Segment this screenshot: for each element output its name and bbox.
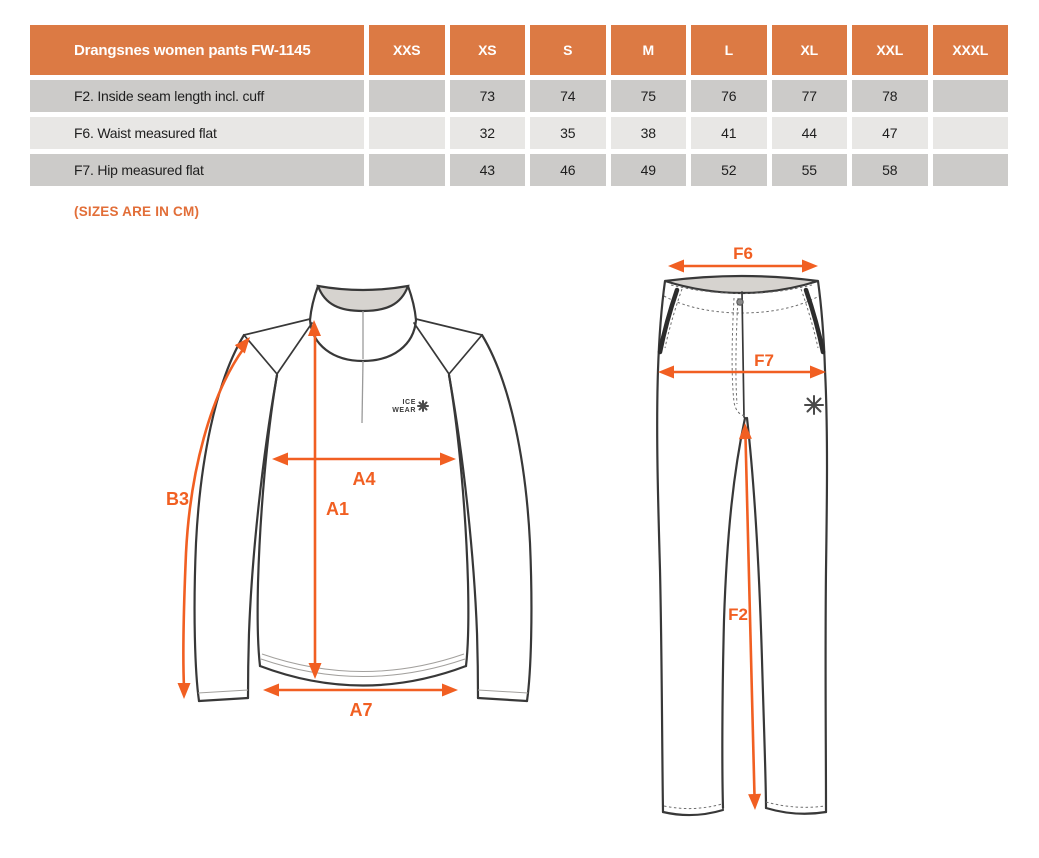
- f6-label: F6: [733, 244, 753, 263]
- f2-label: F2: [728, 605, 748, 624]
- right-sleeve-outer: [482, 335, 531, 701]
- size-value-cell: [933, 154, 1009, 186]
- pants-left-outer-edge: [657, 281, 665, 812]
- units-note: (SIZES ARE IN CM): [74, 204, 200, 219]
- body-right-edge: [449, 375, 468, 666]
- size-table: [30, 25, 1008, 186]
- right-raglan-seam-a: [449, 335, 482, 374]
- brand-text-line1: ICE: [402, 399, 416, 406]
- size-value-cell: 76: [691, 80, 767, 112]
- left-cuff-edge: [199, 698, 248, 701]
- measurement-row-label: F7. Hip measured flat: [30, 154, 364, 186]
- size-column-header-xxl: XXL: [852, 25, 928, 75]
- size-value-cell: 46: [530, 154, 606, 186]
- pants-right-outer-edge: [818, 281, 827, 812]
- size-value-cell: 58: [852, 154, 928, 186]
- sweater-diagram: [160, 253, 570, 723]
- size-value-cell: 77: [772, 80, 848, 112]
- brand-text-line2: WEAR: [392, 407, 416, 414]
- size-value-cell: 32: [450, 117, 526, 149]
- zipper-line: [362, 361, 363, 423]
- left-raglan-seam-a: [244, 335, 277, 374]
- size-value-cell: [369, 80, 445, 112]
- icewear-logo: [392, 399, 428, 414]
- hem-stitch-1: [261, 659, 465, 677]
- hem-outline: [260, 666, 466, 686]
- f6-measure-arrow: [668, 244, 818, 273]
- right-shoulder-seam: [416, 319, 482, 335]
- size-column-header-xs: XS: [450, 25, 526, 75]
- size-value-cell: 44: [772, 117, 848, 149]
- size-value-cell: [369, 117, 445, 149]
- size-value-cell: 43: [450, 154, 526, 186]
- size-value-cell: 75: [611, 80, 687, 112]
- a7-measure-arrow: [263, 684, 458, 721]
- left-sleeve-inner: [248, 375, 277, 698]
- body-left-edge: [258, 375, 277, 666]
- size-value-cell: [933, 117, 1009, 149]
- right-cuff-edge: [478, 698, 527, 701]
- right-cuff-stitch: [766, 802, 825, 807]
- size-value-cell: 35: [530, 117, 606, 149]
- snowflake-icon: [418, 401, 428, 411]
- size-value-cell: 41: [691, 117, 767, 149]
- waist-button: [737, 299, 743, 305]
- a4-measure-arrow: [272, 453, 456, 490]
- left-shoulder-seam: [244, 319, 310, 335]
- size-value-cell: [369, 154, 445, 186]
- f2-measure-arrow: [728, 423, 761, 810]
- size-column-header-xl: XL: [772, 25, 848, 75]
- a1-label: A1: [326, 499, 350, 519]
- center-front-seam: [742, 292, 744, 417]
- left-cuff-stitch: [198, 690, 248, 693]
- size-column-header-l: L: [691, 25, 767, 75]
- pants-diagram: [618, 240, 928, 840]
- size-value-cell: [933, 80, 1009, 112]
- a4-label: A4: [352, 469, 376, 489]
- b3-measure-arrow: [166, 337, 250, 699]
- size-value-cell: 55: [772, 154, 848, 186]
- waistband-inner-shape: [665, 276, 818, 293]
- measurement-row-label: F6. Waist measured flat: [30, 117, 364, 149]
- hem-stitch-2: [262, 654, 464, 672]
- left-cuff-stitch: [664, 804, 722, 809]
- size-column-header-xxxl: XXXL: [933, 25, 1009, 75]
- fly-stitch-2: [736, 298, 738, 404]
- size-value-cell: 49: [611, 154, 687, 186]
- size-value-cell: 73: [450, 80, 526, 112]
- collar-inner-shape: [318, 286, 408, 311]
- left-cuff-edge: [663, 810, 723, 815]
- b3-label: B3: [166, 489, 190, 509]
- size-value-cell: 78: [852, 80, 928, 112]
- product-name-header: Drangsnes women pants FW-1145: [30, 25, 364, 75]
- size-column-header-s: S: [530, 25, 606, 75]
- right-cuff-stitch: [478, 690, 528, 693]
- right-raglan-seam-b: [414, 323, 449, 374]
- measurement-row-label: F2. Inside seam length incl. cuff: [30, 80, 364, 112]
- right-cuff-edge: [766, 808, 826, 814]
- right-sleeve-inner: [449, 375, 478, 698]
- f7-measure-arrow: [658, 351, 826, 379]
- size-value-cell: 74: [530, 80, 606, 112]
- size-value-cell: 47: [852, 117, 928, 149]
- f7-label: F7: [754, 351, 774, 370]
- size-value-cell: 52: [691, 154, 767, 186]
- a7-label: A7: [349, 700, 373, 720]
- size-column-header-xxs: XXS: [369, 25, 445, 75]
- size-value-cell: 38: [611, 117, 687, 149]
- size-column-header-m: M: [611, 25, 687, 75]
- left-raglan-seam-b: [277, 323, 312, 374]
- snowflake-icon: [805, 396, 823, 414]
- a1-measure-arrow: [308, 320, 349, 679]
